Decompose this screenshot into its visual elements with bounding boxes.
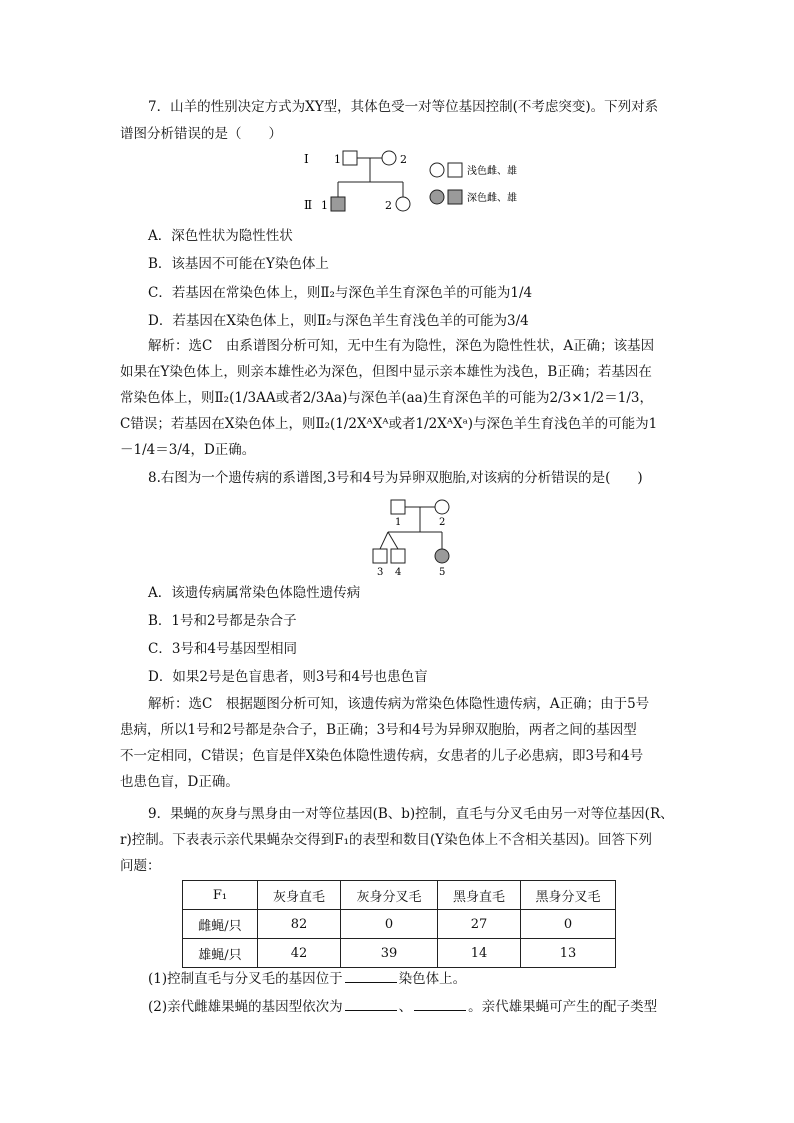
q7-option-c: C．若基因在常染色体上，则Ⅱ₂与深色羊生育深色羊的可能为1/4 (148, 285, 533, 301)
q7-option-a: A．深色性状为隐性性状 (148, 228, 293, 244)
table-cell: 0 (521, 910, 616, 939)
q8-individual-5-female-affected (435, 549, 449, 563)
q7-i2-female-light (382, 151, 396, 165)
q7-pedigree (296, 146, 536, 220)
q8-individual-3-male (373, 549, 387, 563)
table-cell: 雄蝇/只 (183, 939, 258, 968)
q9-stem-line: 9．果蝇的灰身与黑身由一对等位基因(B、b)控制，直毛与分叉毛由另一对等位基因(R、 (148, 806, 674, 822)
table-header-cell: 灰身直毛 (258, 881, 341, 910)
q7-stem-line2: 谱图分析错误的是（ ） (120, 126, 282, 142)
q8-individual-1-male (391, 500, 405, 514)
q7-i1-male-light (343, 151, 357, 165)
q9-stem-line: r)控制。下表表示亲代果蝇杂交得到F₁的表型和数目(Y染色体上不含相关基因)。回答下列 (120, 832, 652, 848)
table-cell: 0 (341, 910, 438, 939)
table-row (183, 939, 616, 968)
q9-sub2-text-a: (2)亲代雌雄果蝇的基因型依次为 (148, 999, 343, 1015)
table-header-cell: 黑身直毛 (438, 881, 521, 910)
legend-light-female (430, 163, 444, 177)
table-cell: 27 (438, 910, 521, 939)
q8-option-b: B．1号和2号都是杂合子 (148, 613, 297, 629)
legend-light-label: 浅色雌、雄 (467, 166, 517, 177)
q8-option-d: D．如果2号是色盲患者，则3号和4号也患色盲 (148, 669, 428, 685)
q8-analysis-line: 解析：选C 根据题图分析可知，该遗传病为常染色体隐性遗传病，A正确；由于5号 (148, 696, 650, 712)
q8-individual-4-male (391, 549, 405, 563)
legend-dark-male (448, 190, 462, 204)
table-row (183, 910, 616, 939)
q7-gen2-label: Ⅱ (304, 198, 313, 212)
answer-blank[interactable] (345, 996, 397, 1011)
q7-i2-label: 2 (400, 153, 407, 166)
q8-option-c: C．3号和4号基因型相同 (148, 641, 298, 657)
q8-label-1: 1 (395, 517, 402, 528)
q9-data-table (182, 880, 616, 968)
q9-stem-line: 问题： (120, 858, 161, 874)
q7-ii2-female-light (396, 197, 410, 211)
q8-analysis-line: 患病，所以1号和2号都是杂合子，B正确；3号和4号为异卵双胞胎，两者之间的基因型 (120, 722, 637, 738)
q8-pedigree (360, 494, 470, 578)
q7-i1-label: 1 (334, 153, 341, 166)
q7-ii1-male-dark (331, 197, 345, 211)
q8-analysis-line: 不一定相同，C错误；色盲是伴X染色体隐性遗传病，女患者的儿子必患病，即3号和4号 (120, 748, 644, 764)
q8-label-4: 4 (395, 567, 402, 578)
legend-light-male (448, 163, 462, 177)
q9-sub1-text-b: 染色体上。 (398, 971, 467, 987)
q7-analysis-line: 如果在Y染色体上，则亲本雄性必为深色，但图中显示亲本雄性为浅色，B正确；若基因在 (120, 364, 652, 380)
table-cell: 39 (341, 939, 438, 968)
q8-analysis-line: 也患色盲，D正确。 (120, 774, 239, 790)
q7-stem-line1: 7．山羊的性别决定方式为XY型，其体色受一对等位基因控制(不考虑突变)。下列对系 (148, 99, 659, 115)
q8-option-a: A．该遗传病属常染色体隐性遗传病 (148, 585, 361, 601)
q8-label-5: 5 (439, 567, 446, 578)
q8-label-3: 3 (377, 567, 384, 578)
q7-analysis-line: －1/4＝3/4，D正确。 (120, 442, 256, 458)
table-cell: 82 (258, 910, 341, 939)
legend-dark-female (430, 190, 444, 204)
q7-analysis-line: C错误；若基因在X染色体上，则Ⅱ₂(1/2XᴬXᴬ或者1/2XᴬXᵃ)与深色羊生育浅色羊的可能为1 (120, 416, 658, 432)
table-header-cell: 黑身分叉毛 (521, 881, 616, 910)
answer-blank[interactable] (345, 968, 397, 983)
q7-gen1-label: Ⅰ (304, 152, 309, 166)
q9-sub2 (148, 996, 657, 1017)
table-cell: 13 (521, 939, 616, 968)
q8-individual-2-female (435, 500, 449, 514)
q9-sub2-text-c: 。亲代雄果蝇可产生的配子类型 (468, 999, 658, 1015)
q7-analysis-line: 常染色体上，则Ⅱ₂(1/3AA或者2/3Aa)与深色羊(aa)生育深色羊的可能为2/3×1/2＝1/3， (120, 390, 653, 406)
legend-dark-label: 深色雌、雄 (467, 193, 517, 204)
q8-label-2: 2 (439, 517, 446, 528)
q7-option-b: B．该基因不可能在Y染色体上 (148, 256, 329, 272)
table-cell: 14 (438, 939, 521, 968)
q7-option-d: D．若基因在X染色体上，则Ⅱ₂与深色羊生育浅色羊的可能为3/4 (148, 313, 529, 329)
table-cell: 雌蝇/只 (183, 910, 258, 939)
answer-blank[interactable] (414, 996, 466, 1011)
table-cell: 42 (258, 939, 341, 968)
q7-ii1-label: 1 (321, 199, 328, 212)
table-header-cell: 灰身分叉毛 (341, 881, 438, 910)
q7-ii2-label: 2 (385, 199, 392, 212)
q7-analysis-line: 解析：选C 由系谱图分析可知，无中生有为隐性，深色为隐性性状，A正确；该基因 (148, 338, 655, 354)
table-header-cell: F₁ (183, 881, 258, 910)
q9-sub1 (148, 968, 466, 989)
table-header-row (183, 881, 616, 910)
q8-stem: 8.右图为一个遗传病的系谱图,3号和4号为异卵双胞胎,对该病的分析错误的是( ) (148, 470, 643, 486)
q9-sub1-text-a: (1)控制直毛与分叉毛的基因位于 (148, 971, 343, 987)
q9-sub2-text-b: 、 (398, 999, 413, 1015)
